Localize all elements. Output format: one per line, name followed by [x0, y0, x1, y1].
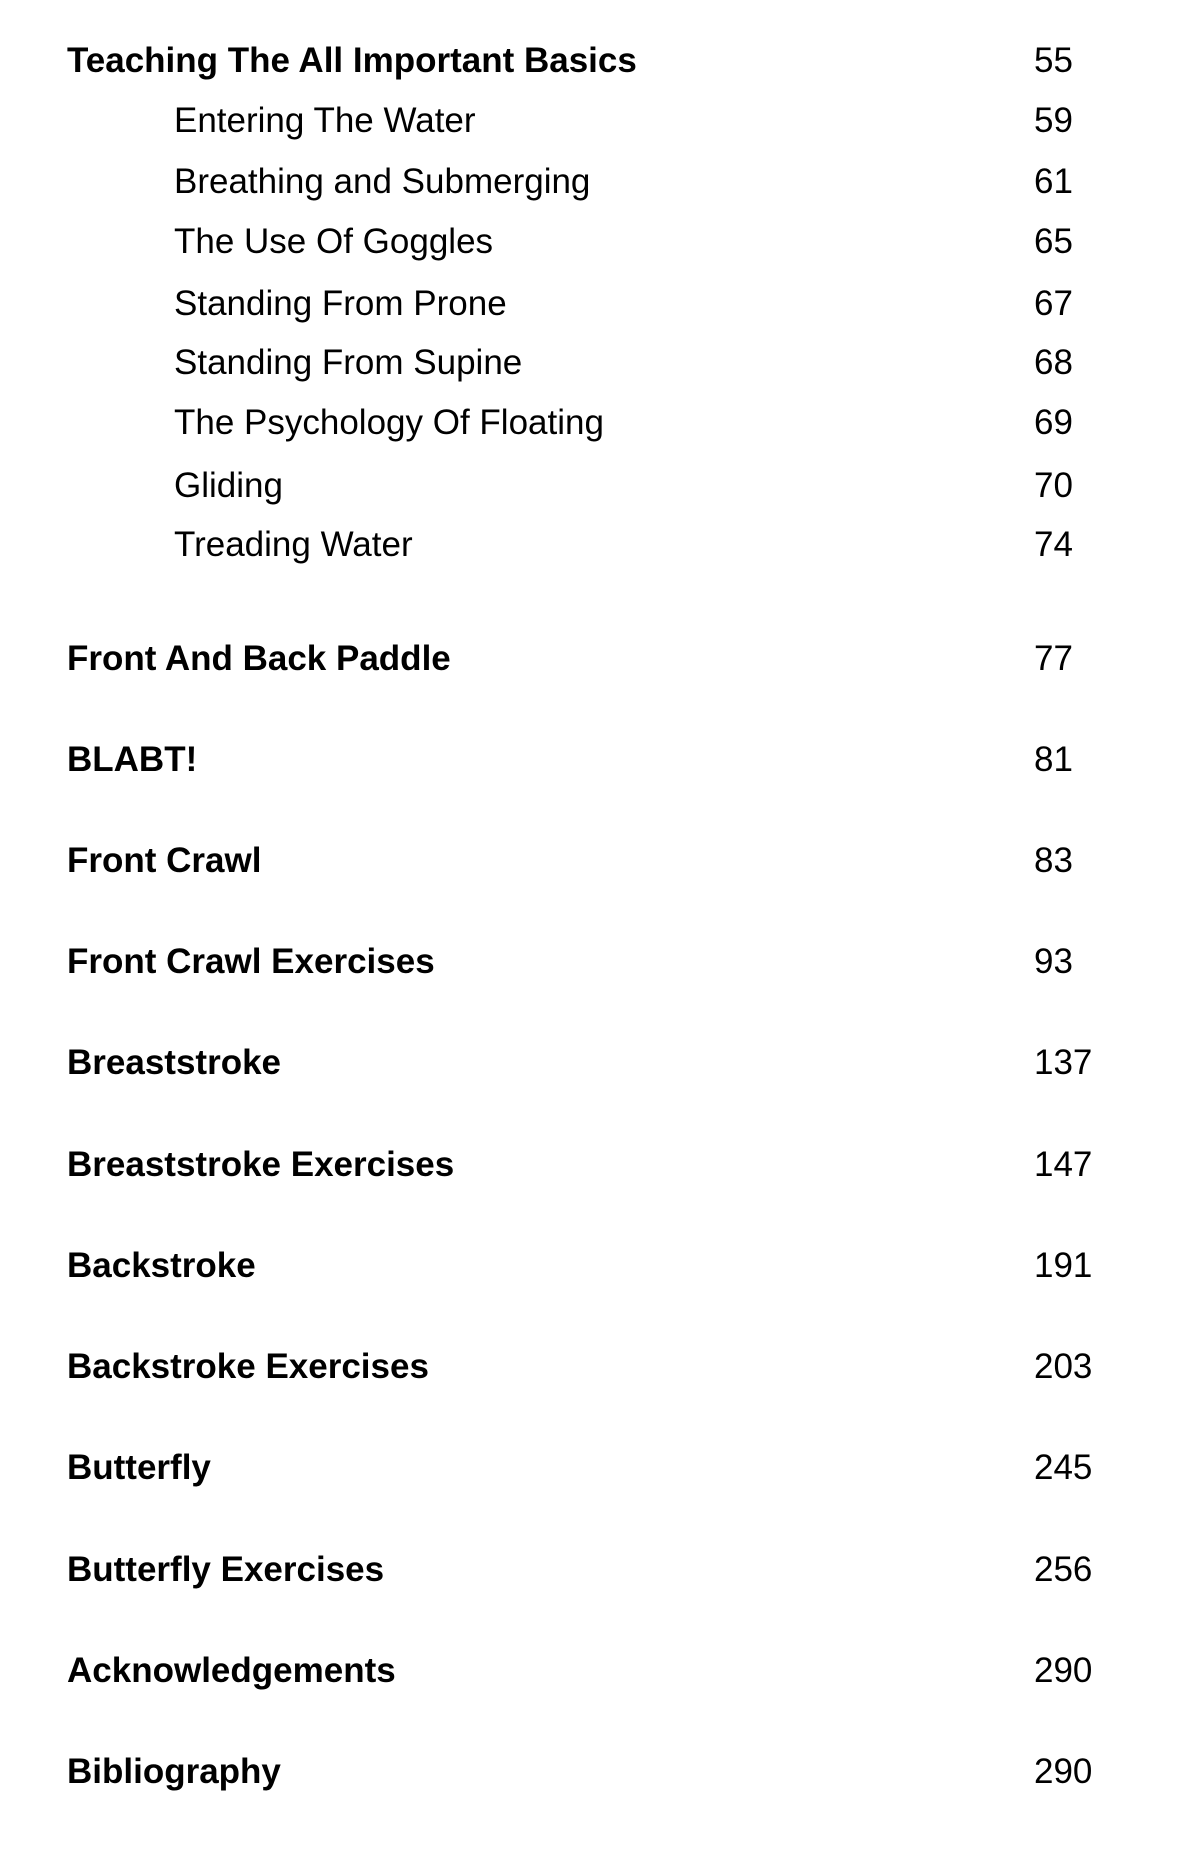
- toc-entry-title: Front Crawl: [67, 841, 262, 880]
- toc-entry-page: 93: [1034, 942, 1073, 981]
- toc-entry-standing-supine: [0, 338, 1200, 388]
- toc-entry-page: 67: [1034, 284, 1073, 323]
- toc-entry-title: Acknowledgements: [67, 1651, 396, 1690]
- toc-entry-page: 69: [1034, 403, 1073, 442]
- toc-entry-title: The Psychology Of Floating: [174, 403, 604, 442]
- toc-entry-title: Bibliography: [67, 1752, 281, 1791]
- toc-entry-title: Breathing and Submerging: [174, 162, 591, 201]
- toc-entry-psychology-floating: [0, 398, 1200, 448]
- toc-entry-title: BLABT!: [67, 740, 198, 779]
- toc-entry-blabt: [0, 735, 1200, 785]
- toc-entry-title: Backstroke: [67, 1246, 256, 1285]
- toc-entry-butterfly: [0, 1443, 1200, 1493]
- toc-entry-standing-prone: [0, 279, 1200, 329]
- toc-entry-breathing-submerging: [0, 157, 1200, 207]
- toc-entry-page: 256: [1034, 1550, 1093, 1589]
- toc-entry-title: Teaching The All Important Basics: [67, 41, 637, 80]
- toc-entry-page: 55: [1034, 41, 1073, 80]
- toc-entry-goggles: [0, 217, 1200, 267]
- toc-entry-title: Breaststroke Exercises: [67, 1145, 455, 1184]
- toc-entry-page: 81: [1034, 740, 1073, 779]
- toc-entry-teaching-basics: [0, 36, 1200, 86]
- toc-entry-breaststroke-exercises: [0, 1140, 1200, 1190]
- toc-entry-acknowledgements: [0, 1646, 1200, 1696]
- toc-entry-bibliography: [0, 1747, 1200, 1797]
- toc-entry-title: Gliding: [174, 466, 283, 505]
- toc-entry-title: Breaststroke: [67, 1043, 281, 1082]
- toc-entry-title: Backstroke Exercises: [67, 1347, 429, 1386]
- toc-entry-front-crawl-exercises: [0, 937, 1200, 987]
- toc-entry-title: Butterfly Exercises: [67, 1550, 385, 1589]
- toc-entry-page: 61: [1034, 162, 1073, 201]
- toc-entry-title: Standing From Supine: [174, 343, 523, 382]
- toc-entry-breaststroke: [0, 1038, 1200, 1088]
- toc-entry-title: Standing From Prone: [174, 284, 507, 323]
- toc-entry-page: 77: [1034, 639, 1073, 678]
- toc-entry-page: 137: [1034, 1043, 1093, 1082]
- toc-entry-title: Treading Water: [174, 525, 413, 564]
- toc-entry-page: 59: [1034, 101, 1073, 140]
- toc-entry-page: 147: [1034, 1145, 1093, 1184]
- toc-entry-entering-water: [0, 96, 1200, 146]
- toc-entry-backstroke-exercises: [0, 1342, 1200, 1392]
- toc-entry-title: Front Crawl Exercises: [67, 942, 435, 981]
- toc-entry-front-crawl: [0, 836, 1200, 886]
- toc-entry-title: The Use Of Goggles: [174, 222, 494, 261]
- toc-entry-page: 290: [1034, 1651, 1093, 1690]
- toc-entry-butterfly-exercises: [0, 1545, 1200, 1595]
- toc-entry-title: Front And Back Paddle: [67, 639, 451, 678]
- toc-entry-page: 203: [1034, 1347, 1093, 1386]
- toc-entry-page: 74: [1034, 525, 1073, 564]
- toc-entry-backstroke: [0, 1241, 1200, 1291]
- toc-entry-page: 68: [1034, 343, 1073, 382]
- toc-entry-gliding: [0, 461, 1200, 511]
- toc-entry-page: 191: [1034, 1246, 1093, 1285]
- toc-entry-treading-water: [0, 520, 1200, 570]
- toc-entry-front-back-paddle: [0, 634, 1200, 684]
- toc-entry-page: 290: [1034, 1752, 1093, 1791]
- toc-entry-page: 83: [1034, 841, 1073, 880]
- toc-entry-title: Butterfly: [67, 1448, 211, 1487]
- toc-entry-page: 65: [1034, 222, 1073, 261]
- toc-entry-page: 70: [1034, 466, 1073, 505]
- toc-entry-title: Entering The Water: [174, 101, 476, 140]
- toc-entry-page: 245: [1034, 1448, 1093, 1487]
